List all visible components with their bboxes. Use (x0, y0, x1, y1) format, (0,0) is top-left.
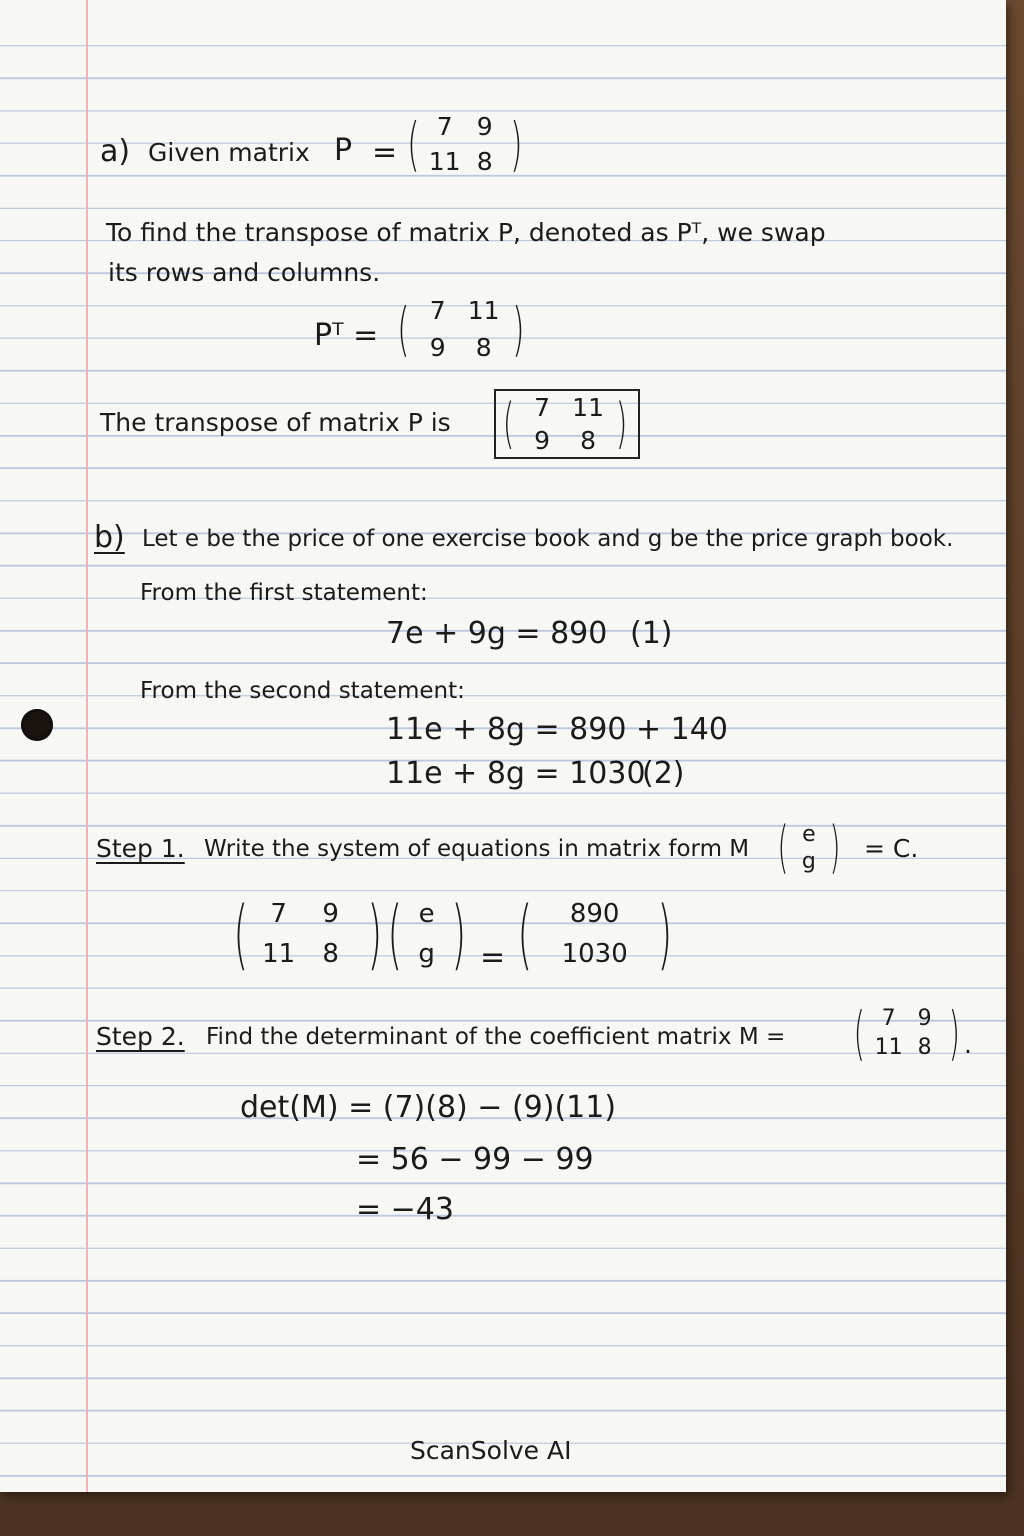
step2-matrix (848, 999, 965, 1067)
equation-2-number: (2) (642, 756, 685, 791)
equals-sign: = (372, 135, 398, 170)
first-statement-label: From the first statement: (140, 580, 428, 606)
x-e: e (418, 899, 435, 929)
variable-vector (380, 889, 473, 978)
given-text: Given matrix (148, 138, 310, 167)
ans-22: 8 (580, 426, 597, 455)
c-890: 890 (569, 899, 620, 929)
determinant-line3: = −43 (356, 1192, 454, 1227)
punch-hole (21, 709, 53, 741)
transpose-explanation-line2: its rows and columns. (108, 258, 381, 287)
step2-label: Step 2. (96, 1022, 185, 1051)
step1-tail: = C. (864, 834, 919, 863)
step1-text: Write the system of equations in matrix form M (204, 836, 750, 862)
part-b-intro: Let e be the price of one exercise book and g be the price graph book. (142, 526, 954, 552)
step2-matrix-entries (871, 1006, 943, 1060)
coefficient-matrix-entries (256, 899, 360, 969)
p-12: 9 (476, 112, 493, 141)
part-a-label: a) (100, 134, 131, 169)
m-12: 9 (322, 899, 339, 929)
ans-21: 9 (534, 426, 551, 455)
step1-vector-entries (794, 822, 824, 874)
matrix-name-p: P (334, 133, 353, 168)
transpose-label: Pᵀ = (314, 318, 379, 353)
left-paren: ( (397, 295, 410, 363)
m-21: 11 (262, 939, 296, 969)
equation-1: 7e + 9g = 890 (386, 616, 608, 651)
right-paren: ) (657, 889, 672, 978)
left-paren: ( (853, 999, 865, 1067)
left-paren: ( (407, 110, 420, 178)
right-paren: ) (509, 110, 523, 178)
determinant-line2: = 56 − 99 − 99 (356, 1142, 594, 1177)
equation-2b: 11e + 8g = 1030 (386, 756, 646, 791)
answer-matrix-entries (519, 393, 611, 455)
s2-11: 7 (881, 1006, 896, 1031)
pt-12: 11 (467, 296, 500, 325)
matrix-pt-entries (415, 296, 507, 362)
right-paren: ) (829, 815, 841, 880)
pt-11: 7 (429, 296, 446, 325)
ans-12: 11 (572, 393, 604, 422)
matrix-p (402, 112, 527, 176)
p-21: 11 (428, 147, 461, 176)
pt-22: 8 (475, 333, 492, 362)
constant-vector (510, 889, 679, 978)
step2-tail: . (964, 1030, 972, 1059)
right-paren: ) (511, 295, 525, 363)
system-equals: = (480, 940, 506, 975)
footer-brand: ScanSolve AI (410, 1436, 572, 1465)
right-paren: ) (615, 392, 628, 455)
constant-vector-entries (540, 899, 650, 969)
right-paren: ) (367, 889, 382, 978)
determinant-line1: det(M) = (7)(8) − (9)(11) (240, 1090, 617, 1125)
m-22: 8 (322, 939, 339, 969)
step1-label: Step 1. (96, 834, 185, 863)
left-paren: ( (233, 889, 249, 978)
conclusion-text: The transpose of matrix P is (100, 408, 451, 437)
answer-box (494, 389, 640, 459)
pt-21: 9 (429, 333, 446, 362)
second-statement-label: From the second statement: (140, 678, 465, 704)
matrix-p-entries (425, 112, 505, 176)
coefficient-matrix (226, 889, 389, 978)
left-paren: ( (387, 889, 403, 978)
variable-vector-entries (410, 899, 444, 969)
p-11: 7 (436, 112, 453, 141)
equation-1-number: (1) (630, 616, 673, 651)
vec-g: g (801, 849, 816, 874)
m-11: 7 (270, 899, 287, 929)
c-1030: 1030 (561, 939, 628, 969)
ans-11: 7 (534, 393, 551, 422)
p-22: 8 (476, 147, 493, 176)
step1-vector (772, 815, 846, 880)
vec-e: e (802, 822, 816, 847)
transpose-explanation-line1: To find the transpose of matrix P, denoted as Pᵀ, we swap (106, 218, 826, 247)
left-paren: ( (777, 815, 789, 880)
left-paren: ( (502, 392, 515, 455)
margin-line (86, 0, 88, 1492)
s2-21: 11 (874, 1035, 903, 1060)
equation-2a: 11e + 8g = 890 + 140 (386, 712, 728, 747)
left-paren: ( (517, 889, 533, 978)
right-paren: ) (948, 999, 960, 1067)
s2-22: 8 (917, 1035, 932, 1060)
step2-text: Find the determinant of the coefficient matrix M = (206, 1024, 786, 1050)
x-g: g (418, 939, 435, 969)
matrix-pt (392, 296, 529, 362)
right-paren: ) (451, 889, 466, 978)
s2-12: 9 (917, 1006, 932, 1031)
part-b-label: b) (94, 520, 125, 555)
